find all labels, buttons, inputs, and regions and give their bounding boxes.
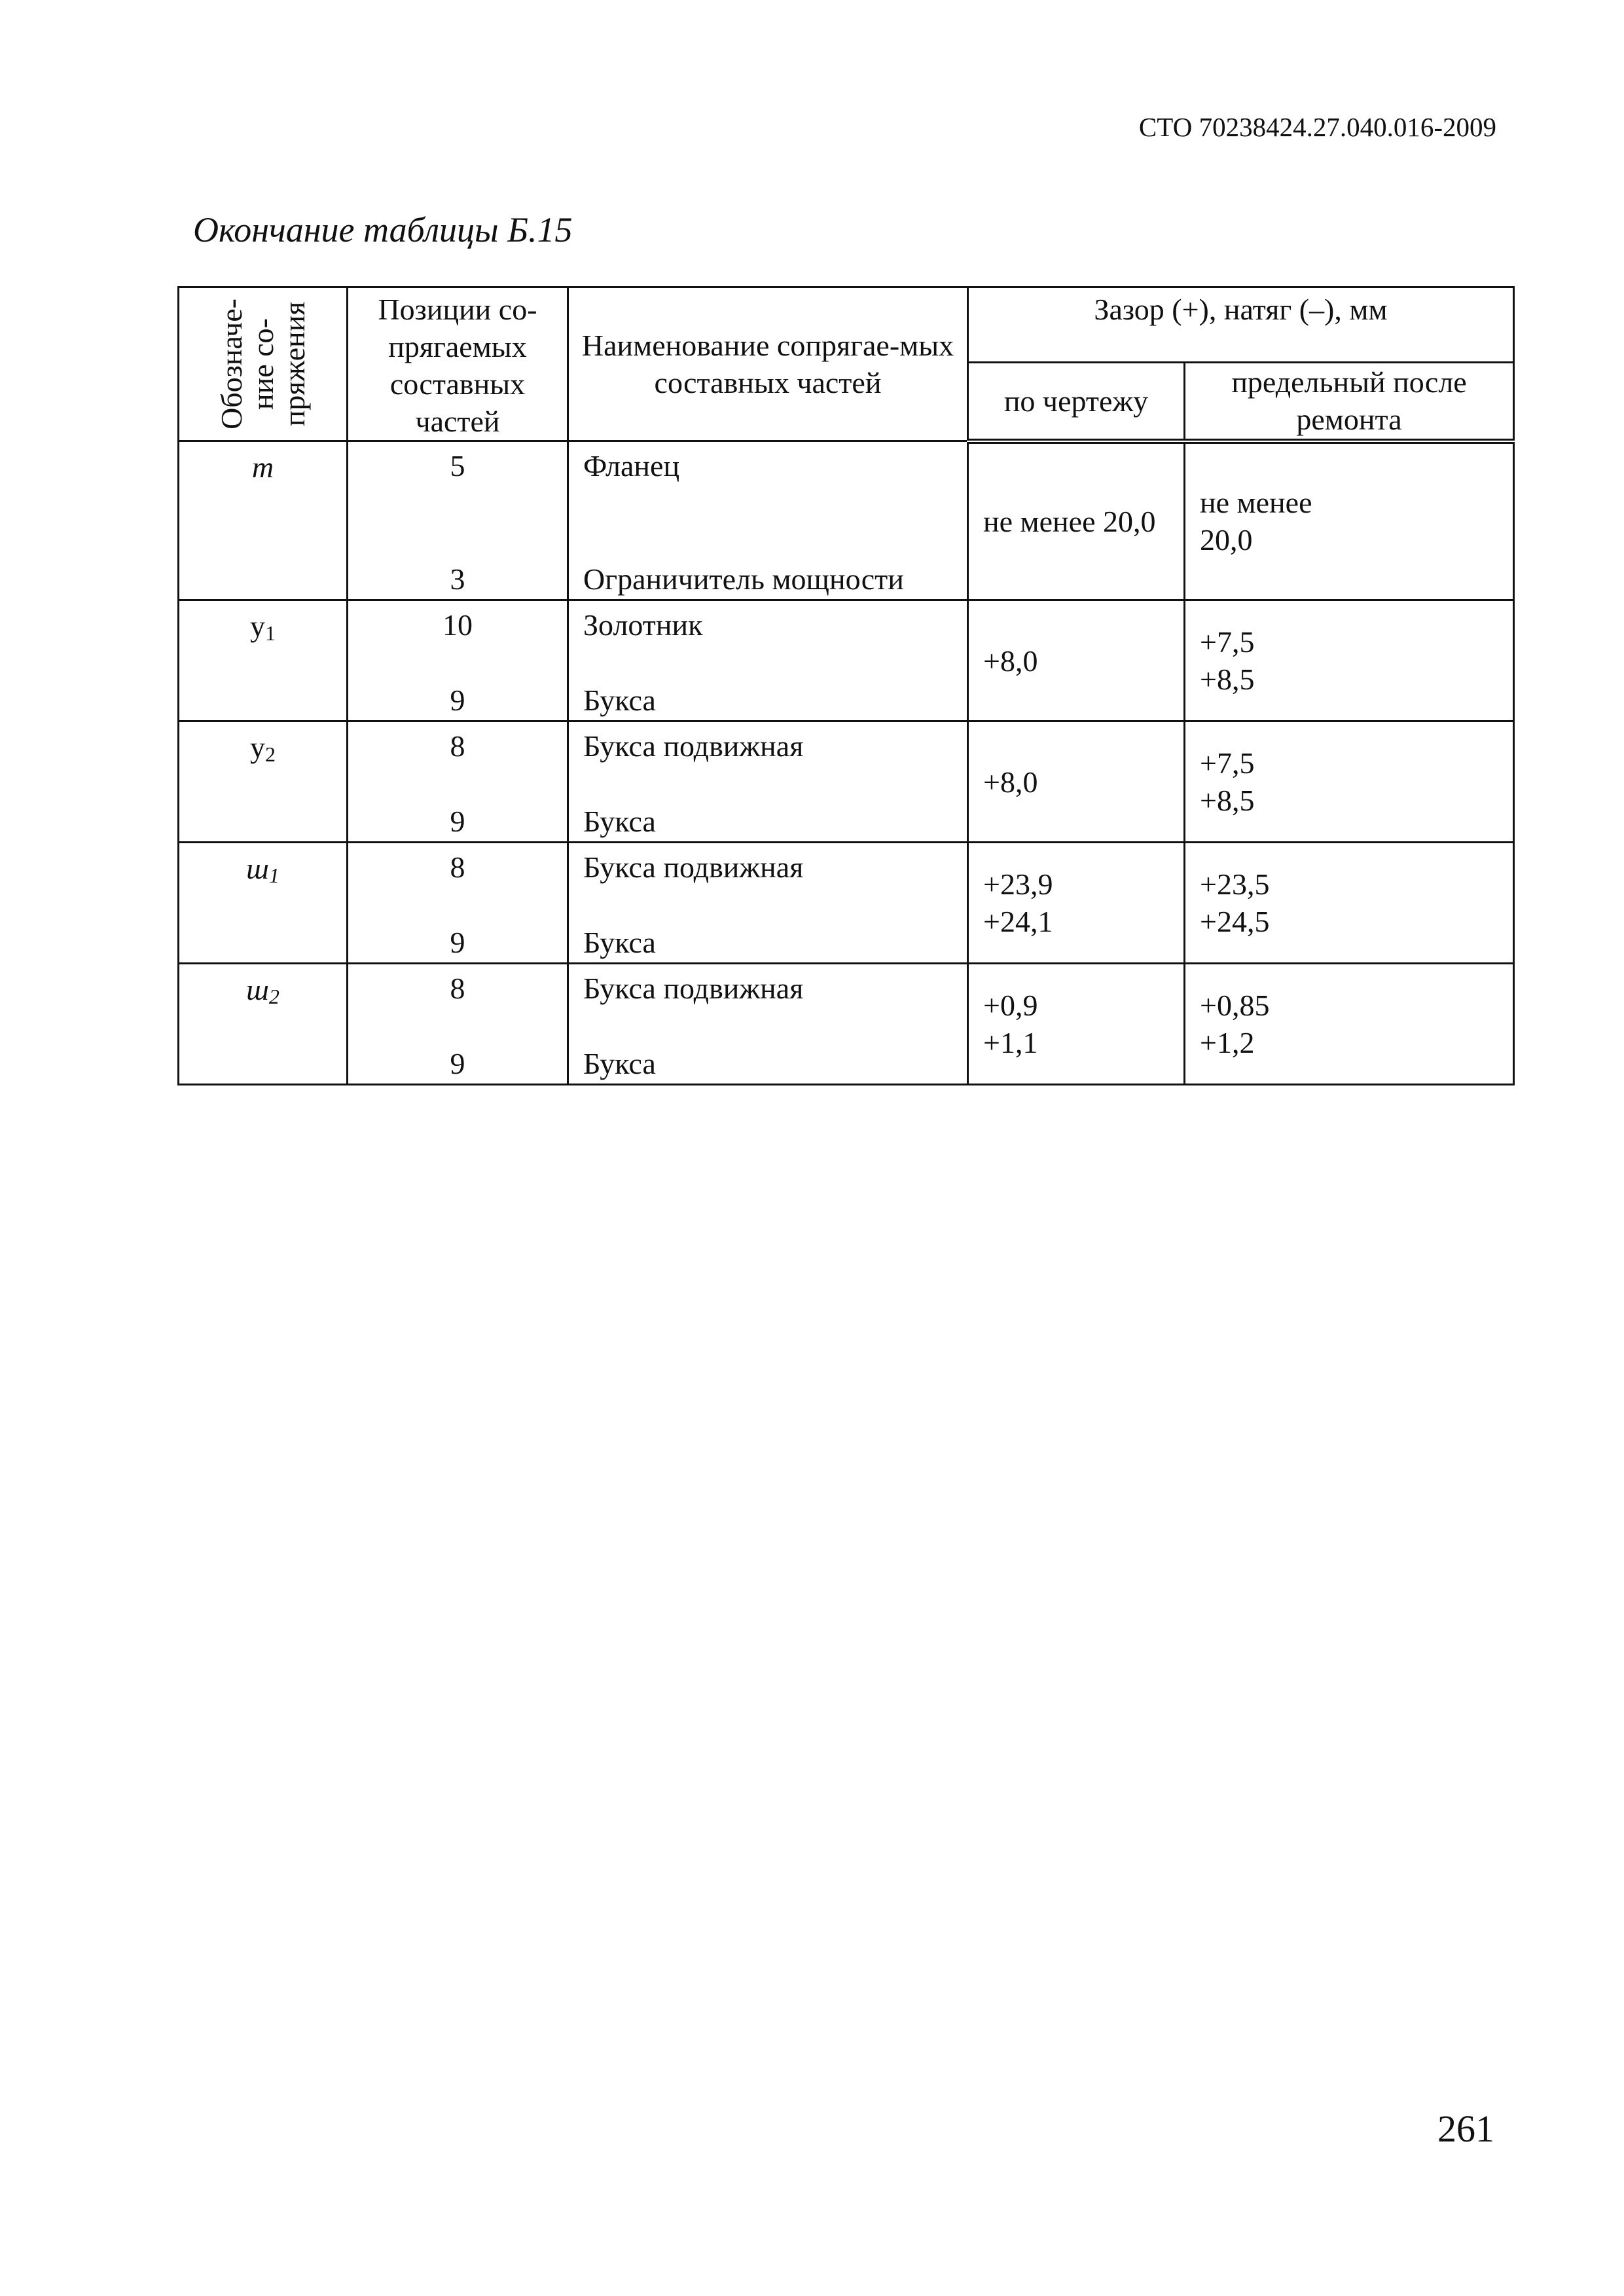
clearance-limit — [1185, 843, 1514, 964]
mating-clearances-table — [177, 286, 1515, 1085]
clearance-limit — [1185, 964, 1514, 1085]
position-top: 8 — [450, 850, 465, 884]
part-positions — [348, 600, 568, 721]
part-names — [568, 441, 968, 600]
mate-mark — [179, 600, 348, 721]
limit-value: +8,5 — [1200, 663, 1255, 696]
document-code: СТО 70238424.27.040.016-2009 — [1138, 112, 1496, 142]
position-top: 5 — [450, 449, 465, 483]
part-names — [568, 600, 968, 721]
limit-value: +1,2 — [1200, 1026, 1255, 1059]
header-mark-line: Обозначе- — [214, 299, 248, 429]
part-name-bottom: Букса — [583, 683, 656, 717]
part-name-top: Золотник — [583, 608, 703, 642]
position-bottom: 3 — [450, 562, 465, 596]
clearance-limit — [1185, 721, 1514, 843]
mate-mark-letter: у — [250, 731, 265, 764]
position-bottom: 9 — [450, 683, 465, 717]
part-name-bottom: Букса — [583, 805, 656, 838]
table-row — [179, 721, 1514, 843]
drawing-value: +1,1 — [983, 1026, 1038, 1059]
position-bottom: 9 — [450, 926, 465, 959]
limit-value: +24,5 — [1200, 905, 1270, 938]
part-names — [568, 721, 968, 843]
part-name-top: Букса подвижная — [583, 972, 804, 1005]
position-top: 8 — [450, 972, 465, 1005]
drawing-value: +8,0 — [983, 644, 1038, 678]
mate-mark-subscript: 1 — [265, 621, 276, 645]
mate-mark-subscript: 2 — [265, 742, 276, 766]
drawing-value: +8,0 — [983, 765, 1038, 799]
header-mark-line: ние со- — [245, 318, 280, 410]
header-positions: Позиции со-прягаемых составных частей — [348, 287, 568, 441]
part-positions — [348, 843, 568, 964]
position-bottom: 9 — [450, 1047, 465, 1080]
mate-mark — [179, 721, 348, 843]
mate-mark-subscript: 1 — [268, 864, 280, 887]
part-name-top: Букса подвижная — [583, 729, 804, 763]
mate-mark-letter: ш — [246, 973, 269, 1006]
mate-mark — [179, 964, 348, 1085]
limit-value: +8,5 — [1200, 784, 1255, 817]
limit-value: +7,5 — [1200, 746, 1255, 780]
clearance-by-drawing — [968, 441, 1185, 600]
mate-mark-letter: т — [251, 450, 274, 484]
part-names — [568, 964, 968, 1085]
part-name-top: Букса подвижная — [583, 850, 804, 884]
drawing-value: +23,9 — [983, 867, 1053, 901]
limit-value: +7,5 — [1200, 625, 1255, 659]
part-name-bottom: Ограничитель мощности — [583, 562, 904, 596]
mate-mark-subscript: 2 — [268, 985, 280, 1008]
mate-mark — [179, 843, 348, 964]
header-part-names: Наименование сопрягае-мых составных частей — [568, 287, 968, 441]
drawing-value: не менее 20,0 — [983, 504, 1156, 538]
limit-value: не менее — [1200, 486, 1312, 520]
part-name-bottom: Букса — [583, 926, 656, 959]
part-positions — [348, 721, 568, 843]
part-name-top: Фланец — [583, 449, 680, 483]
clearance-by-drawing — [968, 600, 1185, 721]
limit-value: +23,5 — [1200, 867, 1270, 901]
table-row — [179, 964, 1514, 1085]
position-top: 10 — [442, 608, 473, 642]
clearance-by-drawing — [968, 721, 1185, 843]
limit-value: +0,85 — [1200, 989, 1270, 1022]
part-positions — [348, 441, 568, 600]
position-top: 8 — [450, 729, 465, 763]
part-positions — [348, 964, 568, 1085]
clearance-limit — [1185, 441, 1514, 600]
page-number: 261 — [1437, 2107, 1494, 2150]
header-mark — [179, 287, 348, 441]
header-mark-line: пряжения — [277, 301, 311, 427]
clearance-by-drawing — [968, 843, 1185, 964]
table-caption: Окончание таблицы Б.15 — [193, 210, 573, 249]
drawing-value: +24,1 — [983, 905, 1053, 938]
table-row — [179, 843, 1514, 964]
header-limit-after-repair: предельный после ремонта — [1185, 363, 1514, 441]
mate-mark-letter: ш — [246, 852, 269, 885]
limit-value: 20,0 — [1200, 523, 1253, 557]
mate-mark — [179, 441, 348, 600]
drawing-value: +0,9 — [983, 989, 1038, 1022]
clearance-by-drawing — [968, 964, 1185, 1085]
part-name-bottom: Букса — [583, 1047, 656, 1080]
header-clearance: Зазор (+), натяг (–), мм — [968, 287, 1514, 363]
clearance-limit — [1185, 600, 1514, 721]
part-names — [568, 843, 968, 964]
position-bottom: 9 — [450, 805, 465, 838]
mate-mark-letter: у — [250, 610, 265, 643]
table-row — [179, 600, 1514, 721]
header-by-drawing: по чертежу — [968, 363, 1185, 441]
table-row — [179, 441, 1514, 600]
